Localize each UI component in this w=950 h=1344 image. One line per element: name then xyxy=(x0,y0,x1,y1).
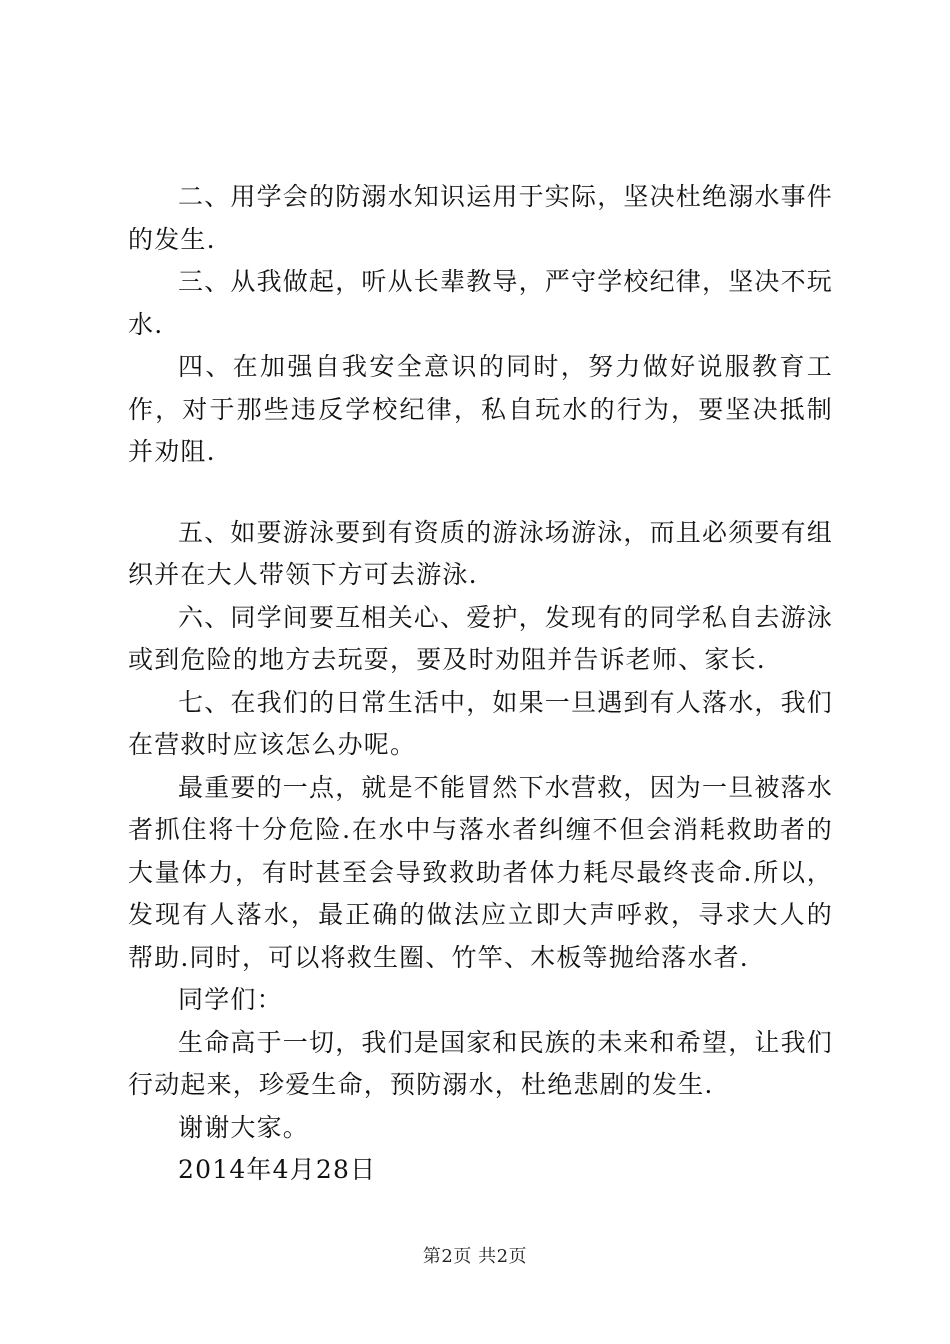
salutation: 同学们： xyxy=(178,985,283,1014)
document-body xyxy=(128,176,833,1192)
thanks-line: 谢谢大家。 xyxy=(178,1112,310,1142)
date-line: 2014年4月28日 xyxy=(178,1155,377,1184)
paragraph-item-5: 五、如要游泳要到有资质的游泳场游泳，而且必须要有组织并在大人带领下方可去游泳. xyxy=(128,517,834,589)
paragraph-item-7: 七、在我们的日常生活中，如果一旦遇到有人落水，我们在营救时应该怎么办呢。 xyxy=(128,687,834,759)
page-number-footer: 第2页 共2页 xyxy=(422,1246,528,1267)
paragraph-item-2: 二、用学会的防溺水知识运用于实际，坚决杜绝溺水事件的发生. xyxy=(128,182,834,254)
closing-paragraph: 生命高于一切，我们是国家和民族的未来和希望，让我们行动起来，珍爱生命，预防溺水，杜绝悲剧的发生. xyxy=(128,1027,834,1099)
paragraph-item-6: 六、同学间要互相关心、爱护，发现有的同学私自去游泳或到危险的地方去玩耍，要及时劝阻并告诉老师、家长. xyxy=(128,602,834,674)
paragraph-item-4: 四、在加强自我安全意识的同时，努力做好说服教育工作，对于那些违反学校纪律，私自玩水的行为，要坚决抵制并劝阻. xyxy=(128,352,833,466)
paragraph-spacer xyxy=(128,474,833,512)
paragraph-item-3: 三、从我做起，听从长辈教导，严守学校纪律，坚决不玩水. xyxy=(128,267,834,339)
rescue-advice-paragraph: 最重要的一点，就是不能冒然下水营救，因为一旦被落水者抓住将十分危险.在水中与落水者纠缠不但会消耗救助者的大量体力，有时甚至会导致救助者体力耗尽最终丧命.所以，发现有人落水，最正确的做法应立即大声呼救，寻求大人的帮助.同时，可以将救生圈、竹竿、木板等抛给落水者. xyxy=(128,772,834,972)
